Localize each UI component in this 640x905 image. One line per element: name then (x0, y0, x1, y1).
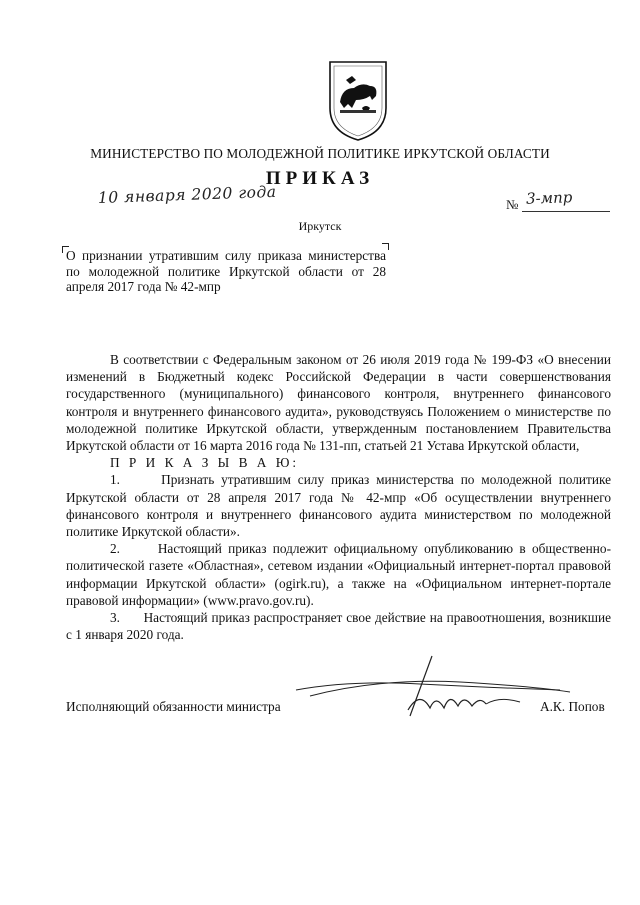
document-title: ПРИКАЗ (265, 168, 375, 189)
document-date: 10 января 2020 года (97, 182, 277, 207)
document-number: 3-мпр (525, 188, 573, 208)
order-item-3: 3. Настоящий приказ распространяет свое действие на правоотношения, возникшие с 1 января 2020 года. (66, 610, 611, 643)
document-city: Иркутск (298, 219, 342, 233)
order-item-2: 2. Настоящий приказ подлежит официальному опубликованию в общественно-политической газете «Областная», сетевом издании «Официальный интернет-портал правовой информации Иркутской области» (ogirk.ru), а также на «Официальном интернет-портале правовой информации» (www.pravo.gov.ru). (66, 541, 611, 608)
document-subject: О признании утратившим силу приказа министерства по молодежной политике Иркутской области от 28 апреля 2017 года № 42-мпр (66, 248, 386, 294)
number-sign: № (506, 197, 519, 212)
order-item-1: 1. Признать утратившим силу приказ министерства по молодежной политике Иркутской области от 28 апреля 2017 года № 42-мпр «Об осуществлении внутреннего финансового контроля и внутреннего финансового аудита министерством по молодежной политике Иркутской области». (66, 472, 611, 540)
preamble-paragraph: В соответствии с Федеральным законом от 26 июля 2019 года № 199-ФЗ «О внесении изменений в Бюджетный кодекс Российской Федерации в части совершенствования государственного (муниципального) финансового контроля, внутреннего финансового контроля и внутреннего финансового аудита», руководствуясь Положением о министерстве по молодежной политике Иркутской области, утвержденным постановлением Правительства Иркутской области от 16 марта 2016 года № 131-пп, статьей 21 Устава Иркутской области, (66, 352, 611, 454)
document-body (66, 351, 611, 643)
signatory-position: Исполняющий обязанности министра (66, 699, 281, 714)
handwritten-signature (290, 650, 580, 730)
signatory-name: А.К. Попов (540, 699, 605, 714)
ministry-name: МИНИСТЕРСТВО ПО МОЛОДЕЖНОЙ ПОЛИТИКЕ ИРКУТСКОЙ ОБЛАСТИ (90, 146, 550, 161)
coat-of-arms-emblem (326, 58, 390, 142)
order-heading: П Р И К А З Ы В А Ю: (110, 455, 300, 471)
number-underline (522, 211, 610, 212)
